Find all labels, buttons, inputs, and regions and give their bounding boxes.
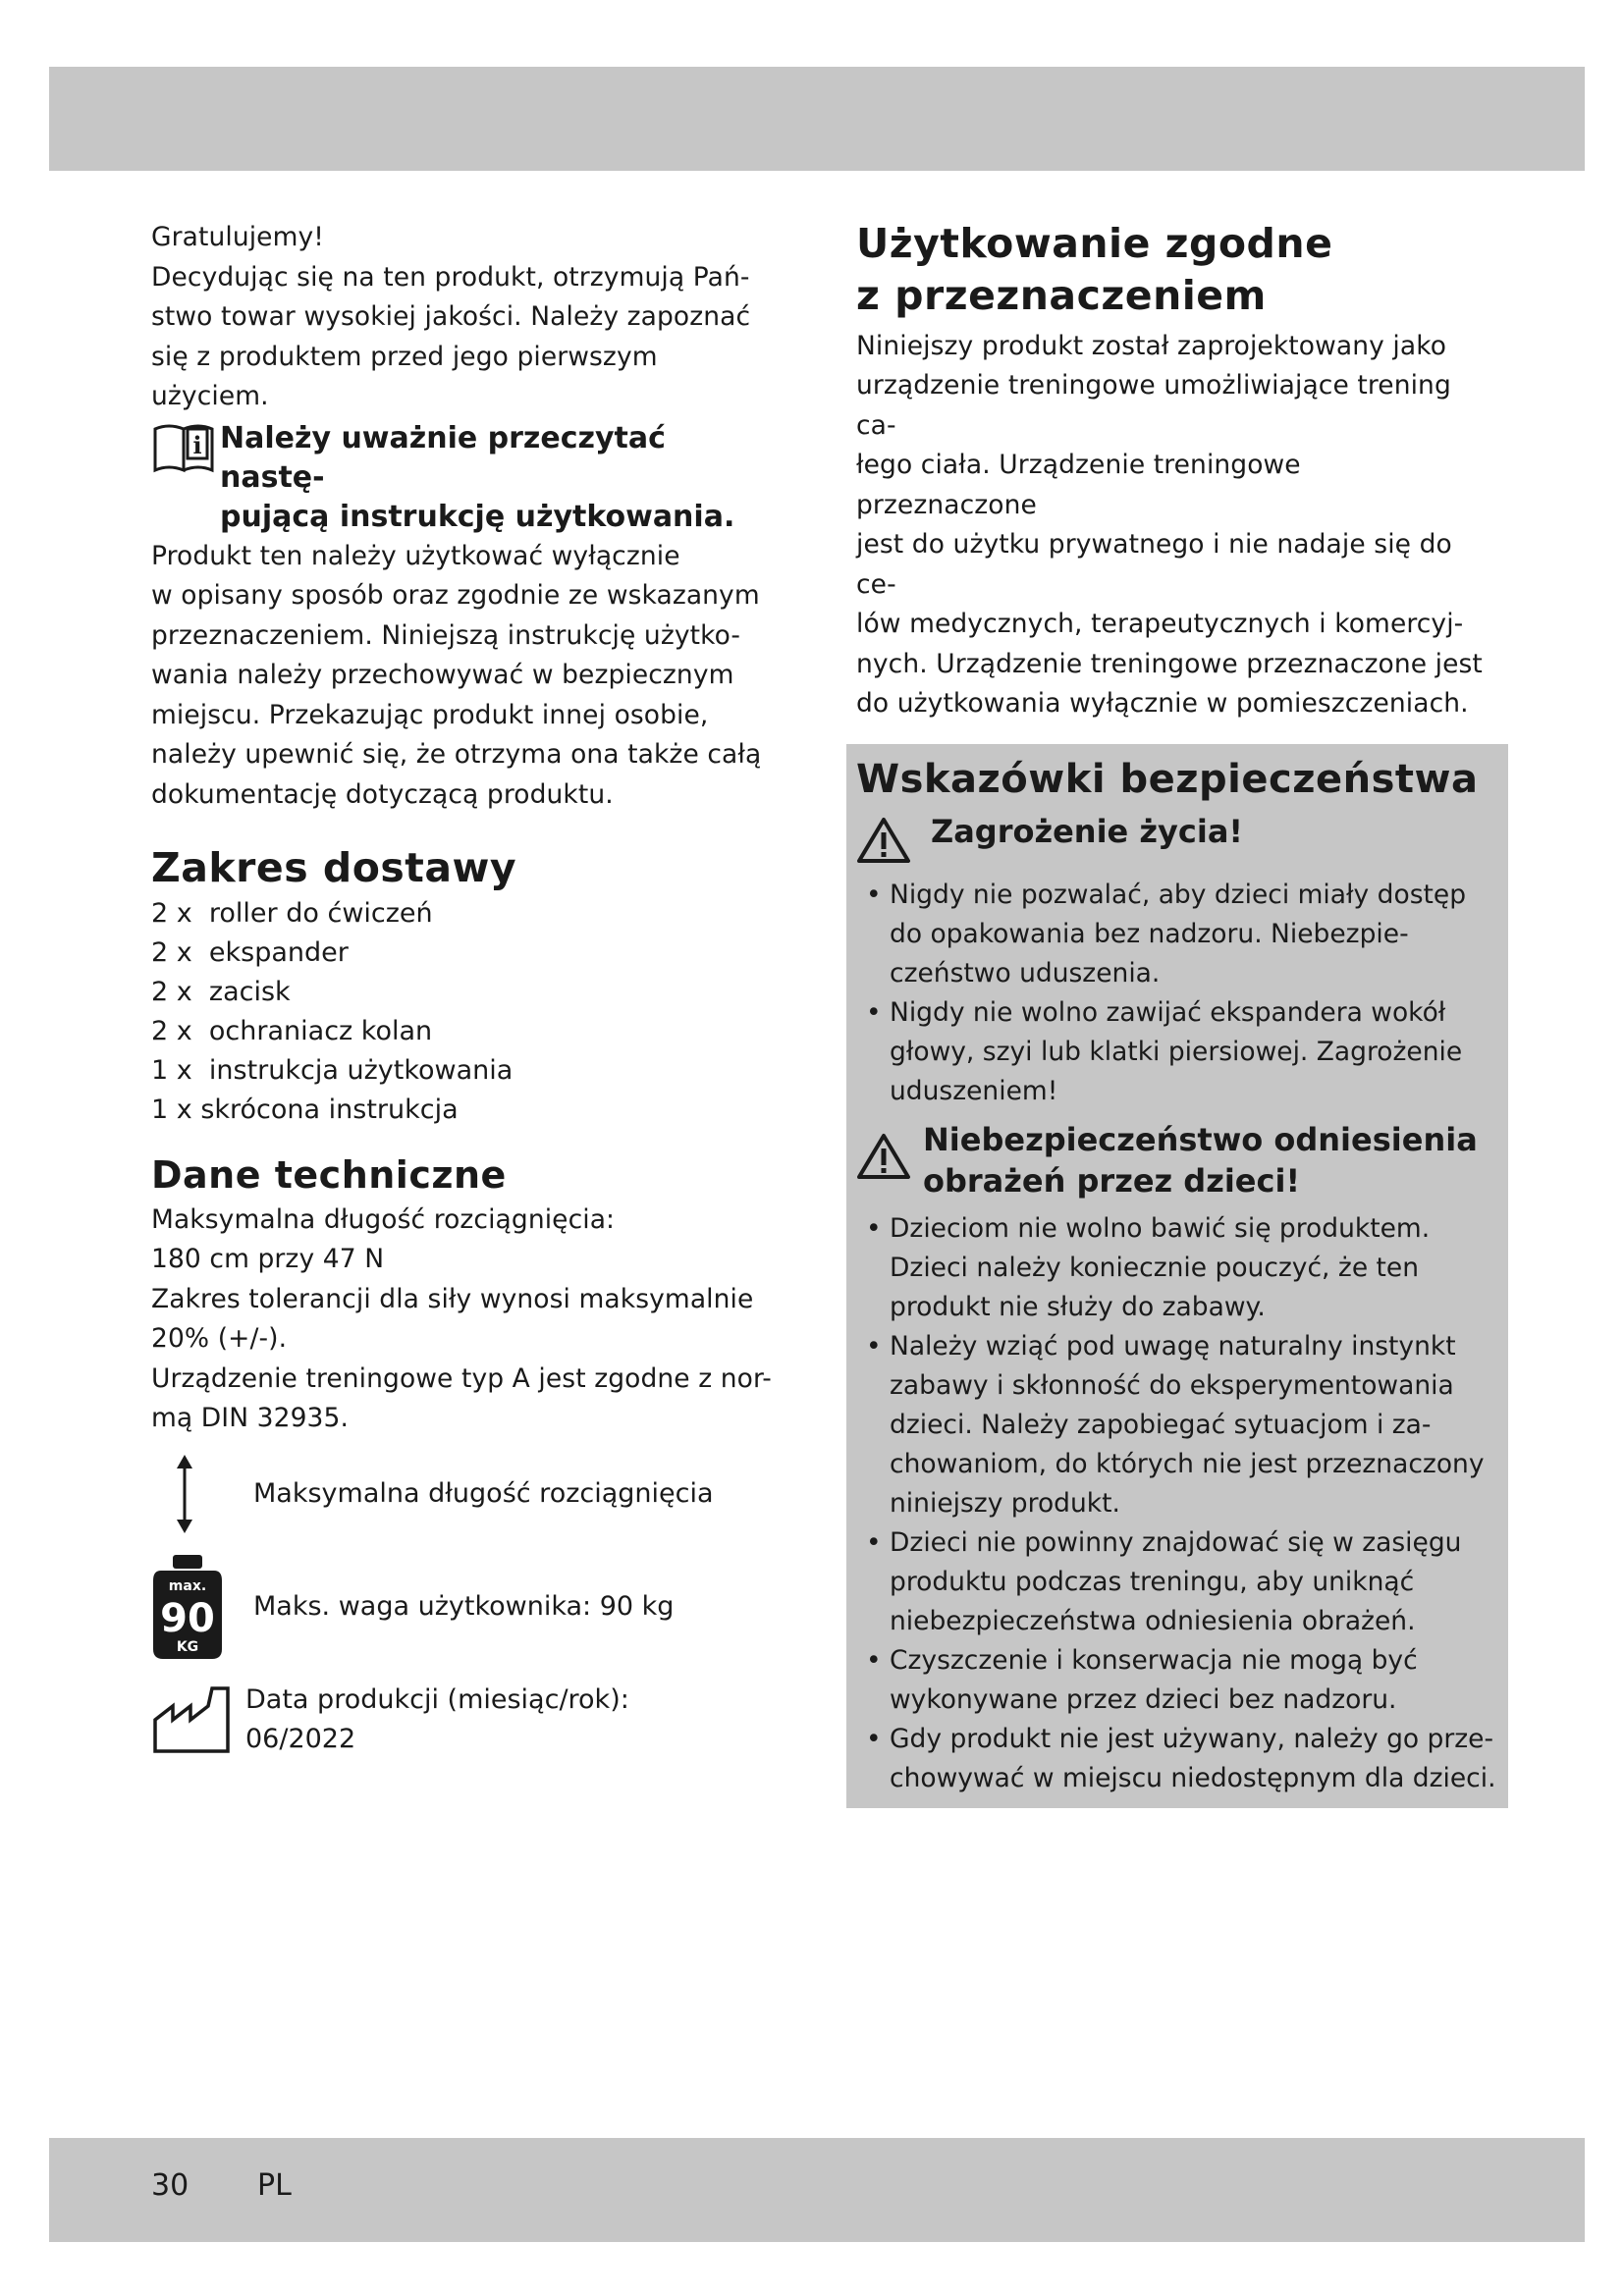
read-instructions-notice	[151, 419, 780, 537]
weight-icon-unit: KG	[176, 1638, 199, 1655]
tech-line: Maksymalna długość rozciągnięcia:	[151, 1203, 616, 1235]
intended-use-line: Niniejszy produkt został zaprojektowany jako	[856, 330, 1447, 361]
intended-use-line: nych. Urządzenie treningowe przeznaczone jest	[856, 648, 1483, 679]
usage-line: wania należy przechowywać w bezpiecznym	[151, 660, 734, 690]
page-number: 30	[151, 2168, 189, 2203]
intro-line: się z produktem przed jego pierwszym użyciem.	[151, 341, 658, 411]
tech-line: Zakres tolerancji dla siły wynosi maksymalnie	[151, 1283, 754, 1314]
factory-icon	[151, 1681, 245, 1755]
bullet-item: • Dzieci nie powinny znajdować się w zasięgu produktu podczas treningu, aby uniknąć niebezpieczeństwa odniesienia obrażeń.	[866, 1526, 1462, 1636]
safety-heading: Wskazówki bezpieczeństwa	[856, 756, 1479, 802]
scope-item: 1 x skrócona instrukcja	[151, 1095, 459, 1126]
weight-icon	[151, 1553, 253, 1661]
usage-line: w opisany sposób oraz zgodnie ze wskazanym	[151, 580, 760, 611]
danger-injury-list	[856, 1209, 1498, 1798]
bullet-item: • Nigdy nie pozwalać, aby dzieci miały dostęp do opakowania bez nadzoru. Niebezpie- czeństwo uduszenia.	[866, 879, 1467, 988]
tech-line: Urządzenie treningowe typ A jest zgodne z nor-	[151, 1362, 772, 1394]
language-code: PL	[257, 2168, 292, 2203]
bullet-item: • Nigdy nie wolno zawijać ekspandera wokół głowy, szyi lub klatki piersiowej. Zagrożenie uduszeniem!	[866, 996, 1463, 1106]
stretch-symbol-row	[151, 1455, 780, 1533]
date-value: 06/2022	[245, 1723, 356, 1754]
scope-list	[151, 894, 780, 1130]
tech-heading: Dane techniczne	[151, 1153, 507, 1198]
intended-use-line: łego ciała. Urządzenie treningowe przeznaczone	[856, 450, 1301, 520]
greeting: Gratulujemy!	[151, 222, 324, 252]
bullet-item: • Należy wziąć pod uwagę naturalny instynkt zabawy i skłonność do eksperymentowania dzieci. Należy zapobiegać sytuacjom i za- chowaniom, do których nie jest przeznaczony niniejszy produkt.	[866, 1330, 1485, 1519]
usage-line: dokumentację dotyczącą produktu.	[151, 778, 614, 810]
scope-heading: Zakres dostawy	[151, 844, 517, 891]
intro-line: stwo towar wysokiej jakości. Należy zapoznać	[151, 301, 751, 332]
left-column	[151, 218, 780, 1759]
safety-box	[846, 744, 1508, 1808]
tech-line: 20% (+/-).	[151, 1323, 288, 1355]
weight-icon-number: 90	[160, 1595, 215, 1641]
usage-line: miejscu. Przekazując produkt innej osobie,	[151, 699, 709, 730]
scope-item: 2 x roller do ćwiczeń	[151, 898, 433, 930]
danger-injury-line: obrażeń przez dzieci!	[923, 1161, 1301, 1200]
svg-text:i: i	[192, 430, 202, 459]
scope-item: 1 x instrukcja użytkowania	[151, 1055, 514, 1087]
warning-triangle-icon	[856, 1125, 931, 1184]
stretch-label: Maksymalna długość rozciągnięcia	[253, 1477, 714, 1509]
notice-line: pującą instrukcję użytkowania.	[220, 499, 735, 534]
danger-life-heading: Zagrożenie życia!	[856, 811, 1498, 868]
bullet-item: • Gdy produkt nie jest używany, należy go prze- chowywać w miejscu niedostępnym dla dzieci.	[866, 1723, 1496, 1793]
intended-use-heading: Użytkowanie zgodne z przeznaczeniem	[856, 220, 1333, 320]
weight-label: Maks. waga użytkownika: 90 kg	[253, 1590, 675, 1622]
tech-line: mą DIN 32935.	[151, 1403, 349, 1434]
intro-line: Decydując się na ten produkt, otrzymują Pań-	[151, 261, 750, 293]
tech-line: 180 cm przy 47 N	[151, 1244, 385, 1275]
weight-symbol-row	[151, 1553, 780, 1661]
danger-life-list	[856, 876, 1498, 1111]
date-label: Data produkcji (miesiąc/rok):	[245, 1683, 629, 1715]
intended-use-text	[856, 327, 1485, 724]
usage-line: przeznaczeniem. Niniejszą instrukcję użytko-	[151, 619, 741, 651]
intended-use-line: lów medycznych, terapeutycznych i komercyj-	[856, 609, 1464, 640]
danger-injury-line: Niebezpieczeństwo odniesienia	[923, 1120, 1478, 1158]
usage-line: należy upewnić się, że otrzyma ona także całą	[151, 739, 762, 770]
intended-use-line: urządzenie treningowe umożliwiające trening ca-	[856, 370, 1451, 441]
danger-injury-heading	[856, 1119, 1498, 1201]
usage-note	[151, 537, 780, 816]
tech-text	[151, 1201, 780, 1439]
weight-icon-top: max.	[168, 1577, 207, 1594]
bullet-item: • Dzieciom nie wolno bawić się produktem. Dzieci należy koniecznie pouczyć, że ten produkt nie służy do zabawy.	[866, 1212, 1431, 1322]
right-column	[856, 218, 1496, 1808]
intro-text	[151, 218, 780, 417]
scope-item: 2 x ochraniacz kolan	[151, 1016, 433, 1047]
notice-line: Należy uważnie przeczytać nastę-	[220, 420, 666, 495]
double-arrow-icon	[151, 1455, 253, 1533]
intended-use-line: jest do użytku prywatnego i nie nadaje się do ce-	[856, 529, 1452, 600]
usage-line: Produkt ten należy użytkować wyłącznie	[151, 540, 680, 571]
scope-item: 2 x zacisk	[151, 977, 291, 1008]
header-band	[49, 67, 1585, 171]
warning-triangle-icon	[856, 817, 931, 868]
scope-item: 2 x ekspander	[151, 937, 349, 969]
book-info-icon	[151, 421, 220, 478]
intended-use-line: do użytkowania wyłącznie w pomieszczeniach.	[856, 688, 1469, 720]
bullet-item: • Czyszczenie i konserwacja nie mogą być wykonywane przez dzieci bez nadzoru.	[866, 1644, 1418, 1715]
date-symbol-row	[151, 1681, 780, 1759]
